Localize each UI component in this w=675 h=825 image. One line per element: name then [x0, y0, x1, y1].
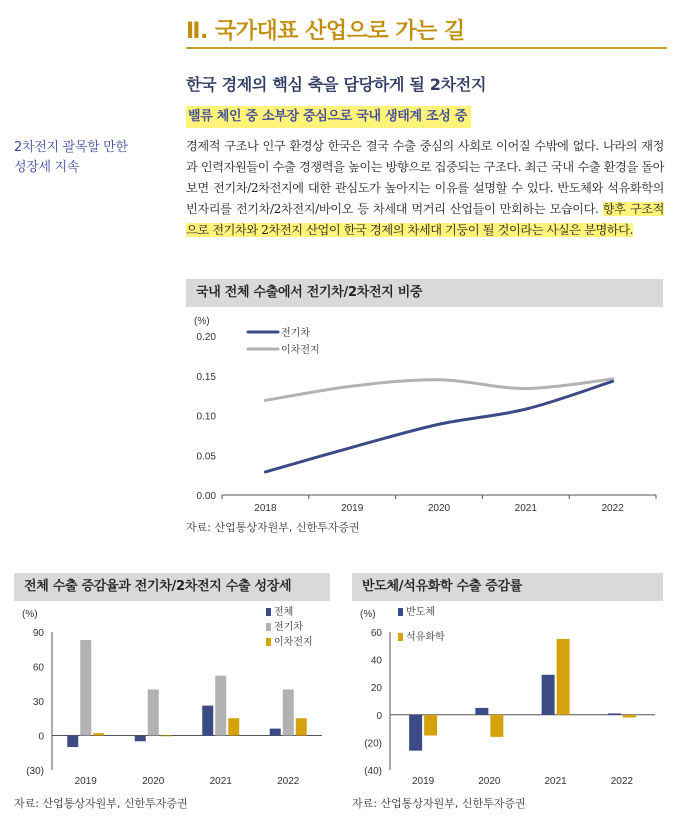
chart2-bar-전기차-2019 [80, 640, 91, 735]
chart2-legend-label: 전기차 [274, 622, 303, 633]
chart2-bar-전체-2021 [202, 706, 213, 736]
chart2-bar-전기차-2020 [148, 690, 159, 736]
chart1-x-tick-label: 2020 [427, 503, 451, 514]
chart3-unit-label: (%) [360, 609, 376, 620]
chart2-bar-전체-2022 [270, 729, 281, 736]
chart2-unit-label: (%) [22, 609, 38, 620]
chart1-y-tick-label: 0.15 [196, 371, 216, 383]
chart3-legend-label: 반도체 [406, 607, 435, 618]
body-text-highlight: 향후 구조적으로 전기차와 2차전지 산업이 한국 경제의 차세대 기둥이 될 것이라는 사실은 분명하다. [186, 202, 664, 237]
chart3-bar-석유화학-2022 [623, 715, 636, 718]
chart3-x-tick-label: 2020 [478, 776, 501, 787]
sidebar-note-line1: 2차전지 괄목할 만한 [14, 140, 128, 155]
chart1-legend-label: 전기차 [281, 328, 310, 339]
chart3-header: 반도체/석유화학 수출 증감률 [352, 573, 663, 601]
chart2-y-tick-label: 60 [32, 662, 44, 674]
highlighted-subheading: 밸류 체인 중 소부장 중심으로 국내 생태계 조성 중 [186, 106, 471, 128]
chart3-bar-반도체-2022 [608, 713, 621, 714]
chart1-x-tick-label: 2021 [514, 503, 537, 514]
body-paragraph [186, 136, 664, 241]
chart3-x-tick-label: 2022 [610, 776, 633, 787]
chart2-legend-swatch [266, 608, 271, 616]
chart3-x-tick-label: 2019 [412, 776, 435, 787]
chart2-x-tick-label: 2022 [277, 776, 300, 787]
chart2-x-tick-label: 2020 [142, 776, 165, 787]
chart3-y-tick-label: 40 [370, 655, 382, 667]
page-heading: 한국 경제의 핵심 축을 담당하게 될 2차전지 [186, 75, 487, 94]
sidebar-note-line2: 성장세 지속 [14, 160, 80, 175]
chart1-series-line-이차전지 [265, 379, 612, 400]
chart2-x-tick-label: 2021 [209, 776, 232, 787]
chart2-bar-이차전지-2022 [296, 718, 307, 735]
chart1-y-tick-label: 0.20 [196, 332, 216, 343]
chart2-legend-label: 이차전지 [274, 637, 313, 648]
body-text-plain: 경제적 구조나 인구 환경상 한국은 결국 수출 중심의 사회로 이어질 수밖에 없다. 나라의 재정과 인력자원들이 수출 경쟁력을 높이는 방향으로 집중되는 구조다. 최근 국내 수출 환경을 돌아보면 전기차/2차전지에 대한 관심도가 높아지는 이유를 설명할 수 있다. 반도체와 석유화학의 빈자리를 전기차/2차전지/바이오 등 차세대 먹거리 산업들이 만회하는 모습이다. [186, 139, 664, 216]
chart2-x-tick-label: 2019 [74, 776, 97, 787]
chart2-bar-전기차-2022 [283, 690, 294, 736]
chart2-y-tick-label: 30 [32, 697, 44, 708]
chart3-y-tick-label: (40) [364, 766, 382, 777]
chart2-bar-전체-2019 [67, 736, 78, 748]
chart1-line-chart [186, 310, 664, 516]
chart2-header: 전체 수출 증감율과 전기차/2차전지 수출 성장세 [14, 573, 330, 601]
chart3-legend-label: 석유화학 [406, 632, 445, 643]
chart3-bar-반도체-2021 [542, 675, 555, 715]
chart2-legend-swatch [266, 623, 271, 631]
chart2-bar-이차전지-2019 [93, 733, 104, 735]
chart1-x-tick-label: 2022 [601, 503, 624, 514]
chart1-y-tick-label: 0.10 [196, 411, 216, 423]
chart2-bar-chart [14, 603, 330, 791]
chart3-y-tick-label: 60 [370, 628, 382, 639]
chart3-y-tick-label: (20) [364, 738, 382, 750]
chart2-y-tick-label: 90 [32, 628, 44, 639]
chart3-legend-swatch [398, 608, 403, 616]
chart1-y-tick-label: 0.05 [196, 451, 216, 463]
chart1-y-tick-label: 0.00 [196, 491, 216, 502]
chart3-legend-swatch [398, 633, 403, 641]
chart3-bar-석유화학-2019 [424, 715, 437, 736]
chart2-bar-전기차-2021 [215, 676, 226, 736]
chart3-y-tick-label: 0 [376, 710, 382, 722]
chart3-bar-반도체-2020 [475, 708, 488, 715]
chart2-legend-label: 전체 [274, 607, 294, 618]
chart1-series-line-전기차 [265, 381, 612, 472]
chart1-header: 국내 전체 수출에서 전기차/2차전지 비중 [186, 279, 663, 307]
chart3-bar-석유화학-2021 [557, 639, 570, 715]
sidebar-note [14, 138, 164, 178]
section-title: Ⅱ. 국가대표 산업으로 가는 길 [186, 19, 465, 44]
chart1-source: 자료: 산업통상자원부, 신한투자증권 [186, 521, 360, 534]
chart2-legend-swatch [266, 638, 271, 646]
chart2-bar-이차전지-2020 [161, 736, 172, 737]
chart2-source: 자료: 산업통상자원부, 신한투자증권 [14, 797, 188, 810]
chart1-x-tick-label: 2019 [341, 503, 364, 514]
chart3-bar-석유화학-2020 [490, 715, 503, 737]
section-divider [186, 47, 667, 49]
chart3-y-tick-label: 20 [370, 683, 382, 695]
chart2-bar-이차전지-2021 [228, 718, 239, 735]
chart2-bar-전체-2020 [135, 736, 146, 742]
chart3-source: 자료: 산업통상자원부, 신한투자증권 [352, 797, 526, 810]
chart3-x-tick-label: 2021 [544, 776, 567, 787]
chart1-legend-label: 이차전지 [281, 345, 320, 356]
chart1-x-tick-label: 2018 [254, 503, 277, 514]
chart3-bar-반도체-2019 [409, 715, 422, 751]
chart2-y-tick-label: 0 [38, 731, 44, 743]
chart2-y-tick-label: (30) [26, 766, 44, 777]
chart1-unit-label: (%) [194, 316, 210, 327]
chart3-bar-chart [352, 603, 663, 791]
